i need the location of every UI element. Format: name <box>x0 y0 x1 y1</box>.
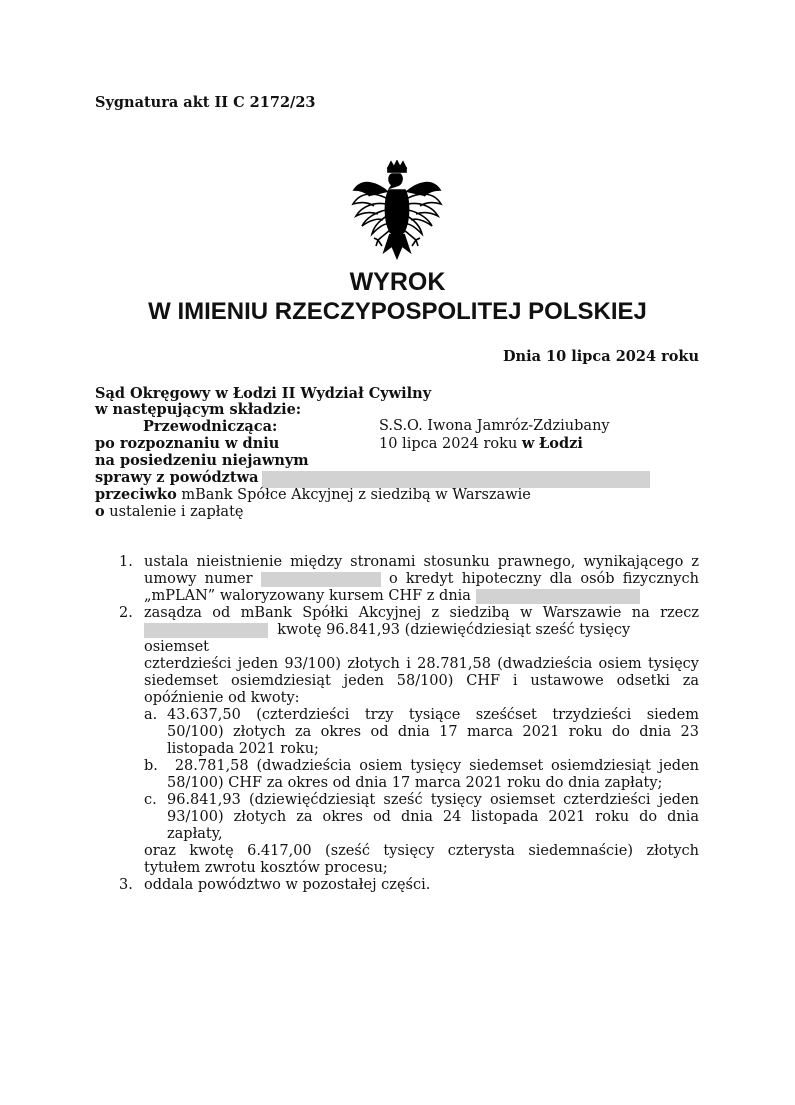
judgment-date: Dnia 10 lipca 2024 roku <box>502 348 699 365</box>
redacted-plaintiff-name <box>144 623 268 638</box>
polish-eagle-emblem-icon <box>350 160 444 264</box>
composition-label: w następującym składzie: <box>95 401 302 418</box>
item-number: 2. <box>119 605 133 621</box>
interest-item-a: a. 43.637,50 (czterdzieści trzy tysiące sześćset trzydzieści siedem 50/100) złotych za okres od dnia 17 marca 2021 roku do dnia 23 listopada 2021 roku; <box>144 707 699 757</box>
redacted-contract-number <box>261 572 381 587</box>
judgment-title: WYROK <box>349 268 446 296</box>
against-line: przeciwko mBank Spółce Akcyjnej z siedzibą w Warszawie <box>95 486 531 503</box>
ruling-item-3: 3. oddala powództwo w pozostałej części. <box>119 877 431 893</box>
redacted-contract-date <box>476 589 640 604</box>
interest-item-b: b. 28.781,58 (dwadzieścia osiem tysięcy siedemset osiemdziesiąt jeden 58/100) CHF za okres od dnia 17 marca 2021 roku do dnia zapłaty; <box>144 758 699 791</box>
judgment-subtitle: W IMIENIU RZECZYPOSPOLITEJ POLSKIEJ <box>148 298 647 325</box>
ruling-list <box>119 554 699 894</box>
court-name: Sąd Okręgowy w Łodzi II Wydział Cywilny <box>95 385 432 402</box>
presiding-label: Przewodnicząca: <box>143 418 278 435</box>
costs-line: oraz kwotę 6.417,00 (sześć tysięcy czterysta siedemnaście) złotych <box>144 843 699 859</box>
hearing-label: po rozpoznaniu w dniu <box>95 435 280 452</box>
hearing-value: 10 lipca 2024 roku w Łodzi <box>379 435 583 452</box>
ruling-item-2: 2. zasądza od mBank Spółki Akcyjnej z siedzibą w Warszawie na rzecz kwotę 96.841,93 (dziewięćdziesiąt sześć tysięcy osiemset czterdzieści jeden 93/100) złotych i 28.781,58 (dwadzieścia osiem tysięcy siedemset osiemdziesiąt jeden 58/100) CHF i ustawowe odsetki za opóźnienie od kwoty: a. 43.637,50 (czterdzieści trzy tysiące sześćset trzydzieści siedem 50/100) złotych za okres od dnia 17 marca 2021 roku do dnia 23 listopada 2021 roku; b. 28.781,58 (dwadzieścia osiem tysięcy siedemset osiemdziesiąt jeden 58/100) CHF za okres od dnia 17 marca 2021 roku do dnia zapłaty; c. 96.841,93 (dziewięćdziesiąt sześć tysięcy osiemset czterdzieści jeden 93/100) złotych za okres od dnia 24 listopada 2021 roku do dnia zapłaty, oraz kwotę 6.417,00 (sześć tysięcy czterysta siedemnaście) złotych tytułem zwrotu kosztów procesu; <box>119 605 699 876</box>
session-label: na posiedzeniu niejawnym <box>95 452 309 469</box>
subject-line: o ustalenie i zapłatę <box>95 503 244 520</box>
ruling-item-1: 1. ustala nieistnienie między stronami stosunku prawnego, wynikającego z umowy numer o kredyt hipoteczny dla osób fizycznych „mPLAN” waloryzowany kursem CHF z dnia <box>119 554 699 604</box>
presiding-judge: S.S.O. Iwona Jamróz-Zdziubany <box>379 418 610 434</box>
item-number: 3. <box>119 877 133 893</box>
interest-item-c: c. 96.841,93 (dziewięćdziesiąt sześć tysięcy osiemset czterdzieści jeden 93/100) złotych za okres od dnia 24 listopada 2021 roku do dnia zapłaty, <box>144 792 699 842</box>
case-signature: Sygnatura akt II C 2172/23 <box>95 94 316 111</box>
item-number: 1. <box>119 554 133 570</box>
case-label: sprawy z powództwa <box>95 469 259 486</box>
